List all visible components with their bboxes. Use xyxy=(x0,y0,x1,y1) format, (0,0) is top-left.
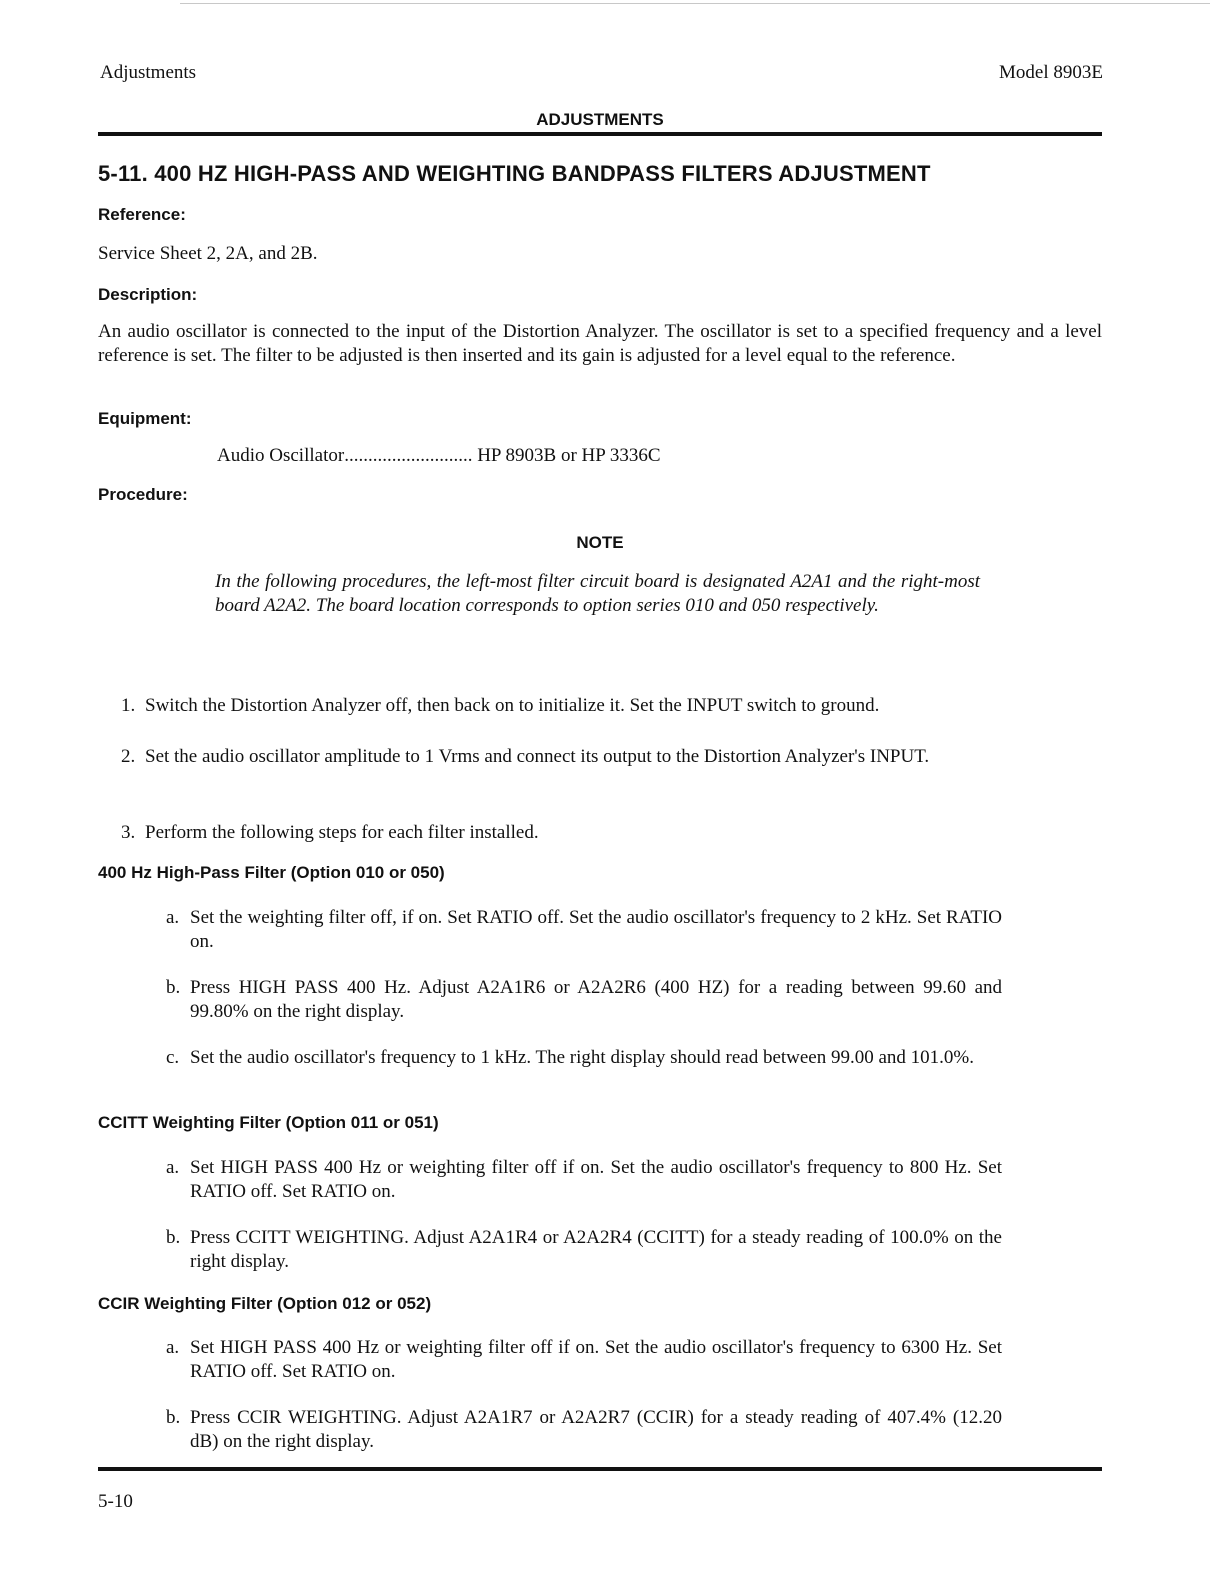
filter-heading-ccitt: CCITT Weighting Filter (Option 011 or 051) xyxy=(98,1113,439,1132)
filter-step xyxy=(166,1226,1002,1274)
step-text: Set HIGH PASS 400 Hz or weighting filter off if on. Set the audio oscillator's frequency to 6300 Hz. Set RATIO off. Set RATIO on. xyxy=(190,1337,1002,1382)
step-text: Switch the Distortion Analyzer off, then back on to initialize it. Set the INPUT switch to ground. xyxy=(145,695,880,716)
running-header-left: Adjustments xyxy=(100,62,197,83)
step-text: Set the audio oscillator's frequency to 1 kHz. The right display should read between 99.00 and 101.0%. xyxy=(190,1047,975,1068)
note-heading: NOTE xyxy=(576,533,624,552)
step-text: Set the audio oscillator amplitude to 1 Vrms and connect its output to the Distortion Analyzer's INPUT. xyxy=(145,746,930,767)
description-text: An audio oscillator is connected to the input of the Distortion Analyzer. The oscillator is set to a specified frequency and a level reference is set. The filter to be adjusted is then inserted and its gain is adjusted for a level equal to the reference. xyxy=(98,321,1102,366)
filter-step xyxy=(166,906,1002,954)
procedure-heading: Procedure: xyxy=(98,485,188,504)
filter-heading-ccir: CCIR Weighting Filter (Option 012 or 052) xyxy=(98,1294,432,1313)
procedure-step xyxy=(121,821,1045,845)
step-letter: b. xyxy=(166,1407,181,1428)
section-label: ADJUSTMENTS xyxy=(536,110,664,129)
equipment-leader: ........................... xyxy=(344,445,473,466)
step-text: Press CCITT WEIGHTING. Adjust A2A1R4 or A2A2R4 (CCITT) for a steady reading of 100.0% on the right display. xyxy=(190,1227,1002,1272)
equipment-model: HP 8903B or HP 3336C xyxy=(477,445,661,466)
procedure-step xyxy=(121,745,1055,769)
equipment-item: Audio Oscillator xyxy=(217,445,345,466)
page-title: 5-11. 400 HZ HIGH-PASS AND WEIGHTING BANDPASS FILTERS ADJUSTMENT xyxy=(98,161,931,186)
step-number: 3. xyxy=(121,822,136,843)
step-text: Set the weighting filter off, if on. Set RATIO off. Set the audio oscillator's frequency to 2 kHz. Set RATIO on. xyxy=(190,907,1002,952)
page-number: 5-10 xyxy=(98,1491,133,1512)
reference-text: Service Sheet 2, 2A, and 2B. xyxy=(98,243,318,264)
procedure-step xyxy=(121,694,1045,718)
step-text: Set HIGH PASS 400 Hz or weighting filter off if on. Set the audio oscillator's frequency to 800 Hz. Set RATIO off. Set RATIO on. xyxy=(190,1157,1002,1202)
note-text: In the following procedures, the left-most filter circuit board is designated A2A1 and the right-most board A2A2. The board location corresponds to option series 010 and 050 respectively. xyxy=(215,571,980,616)
step-number: 2. xyxy=(121,746,136,767)
filter-step xyxy=(166,1156,1002,1204)
step-text: Press HIGH PASS 400 Hz. Adjust A2A1R6 or A2A2R6 (400 HZ) for a reading between 99.60 and 99.80% on the right display. xyxy=(190,977,1002,1022)
filter-step xyxy=(166,976,1002,1024)
scan-edge-line xyxy=(180,3,1210,4)
equipment-heading: Equipment: xyxy=(98,409,192,428)
running-header-right: Model 8903E xyxy=(999,62,1103,83)
header-rule xyxy=(98,132,1102,136)
step-letter: b. xyxy=(166,1227,181,1248)
step-letter: a. xyxy=(166,1337,180,1358)
reference-heading: Reference: xyxy=(98,205,186,224)
filter-step xyxy=(166,1046,1002,1070)
filter-heading-high-pass: 400 Hz High-Pass Filter (Option 010 or 050) xyxy=(98,863,445,882)
filter-step xyxy=(166,1336,1002,1384)
filter-step xyxy=(166,1406,1002,1454)
description-heading: Description: xyxy=(98,285,198,304)
step-letter: a. xyxy=(166,1157,180,1178)
step-text: Press CCIR WEIGHTING. Adjust A2A1R7 or A2A2R7 (CCIR) for a steady reading of 407.4% (12.20 dB) on the right display. xyxy=(190,1407,1002,1452)
footer-rule xyxy=(98,1467,1102,1471)
step-letter: a. xyxy=(166,907,180,928)
step-number: 1. xyxy=(121,695,136,716)
step-letter: c. xyxy=(166,1047,180,1068)
step-text: Perform the following steps for each filter installed. xyxy=(145,822,539,843)
step-letter: b. xyxy=(166,977,181,998)
equipment-entry xyxy=(217,444,661,468)
